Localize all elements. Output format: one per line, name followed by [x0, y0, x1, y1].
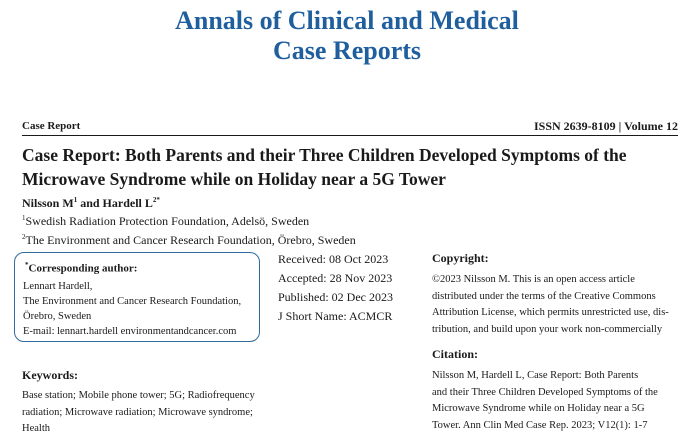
- copyright-line: tribution, and build upon your work non-commercially: [432, 323, 663, 335]
- journal-title-line1: Annals of Clinical and Medical: [175, 6, 519, 35]
- received-date: Received: 08 Oct 2023: [278, 252, 389, 266]
- keywords-line: Health: [22, 423, 50, 434]
- corresponding-name: Lennart Hardell,: [23, 281, 93, 292]
- copyright-line: ©2023 Nilsson M. This is an open access article: [432, 274, 635, 285]
- author-affil-mark: 1: [73, 196, 78, 204]
- citation-line: and their Three Children Developed Symptoms of the: [432, 386, 658, 398]
- copyright-section: [432, 251, 669, 338]
- article-dates: [278, 250, 393, 326]
- corresponding-author-box: [14, 252, 260, 342]
- published-date: Published: 02 Dec 2023: [278, 290, 393, 304]
- issn-volume: ISSN 2639-8109 | Volume 12: [534, 119, 678, 133]
- author-name: Hardell L: [102, 196, 153, 210]
- affiliation-2: [22, 233, 356, 248]
- corresponding-email[interactable]: E-mail: lennart.hardell environmentandcancer.com: [23, 326, 237, 337]
- corresponding-author-title: [25, 261, 137, 275]
- keywords-line: Base station; Mobile phone tower; 5G; Radiofrequency: [22, 390, 255, 401]
- header-divider: [22, 135, 678, 136]
- author-connector: and: [77, 196, 103, 210]
- journal-title: [0, 6, 694, 66]
- citation-line: Tower. Ann Clin Med Case Rep. 2023; V12(1): 1-7: [432, 419, 648, 431]
- corresponding-heading: Corresponding author:: [28, 262, 138, 275]
- author-name: Nilsson M: [22, 196, 74, 210]
- article-title-line2: Microwave Syndrome while on Holiday near a 5G Tower: [22, 169, 446, 189]
- citation-line: Microwave Syndrome while on Holiday near a 5G: [432, 403, 645, 414]
- corresponding-mark: *: [25, 261, 29, 269]
- affiliation-text: Swedish Radiation Protection Foundation, Adelsö, Sweden: [25, 214, 310, 228]
- affiliation-mark: 2: [22, 233, 26, 241]
- affiliation-mark: 1: [22, 214, 26, 222]
- affiliation-text: The Environment and Cancer Research Foundation, Örebro, Sweden: [25, 233, 356, 247]
- corresponding-city: Örebro, Sweden: [23, 311, 92, 322]
- affiliation-1: [22, 214, 309, 229]
- keywords-line: radiation; Microwave radiation; Microwave syndrome;: [22, 406, 253, 418]
- copyright-heading: Copyright:: [432, 251, 489, 265]
- citation-heading: Citation:: [432, 347, 478, 361]
- keywords-body: [22, 388, 255, 438]
- citation-line: Nilsson M, Hardell L, Case Report: Both Parents: [432, 370, 639, 381]
- author-list: [22, 196, 160, 211]
- keywords-heading: Keywords:: [22, 368, 78, 382]
- copyright-line: Attribution License, which permits unrestricted use, dis-: [432, 307, 669, 318]
- article-type-label: Case Report: [22, 120, 81, 132]
- accepted-date: Accepted: 28 Nov 2023: [278, 271, 393, 285]
- journal-title-line2: Case Reports: [272, 36, 422, 65]
- article-title-line1: Case Report: Both Parents and their Three Children Developed Symptoms of the: [22, 145, 627, 165]
- article-title: [22, 143, 682, 191]
- citation-section: [432, 347, 658, 434]
- copyright-line: distributed under the terms of the Creative Commons: [432, 290, 656, 302]
- corresponding-org: The Environment and Cancer Research Foundation,: [23, 296, 242, 307]
- journal-short-name: J Short Name: ACMCR: [278, 309, 393, 323]
- author-affil-mark: 2*: [152, 196, 160, 204]
